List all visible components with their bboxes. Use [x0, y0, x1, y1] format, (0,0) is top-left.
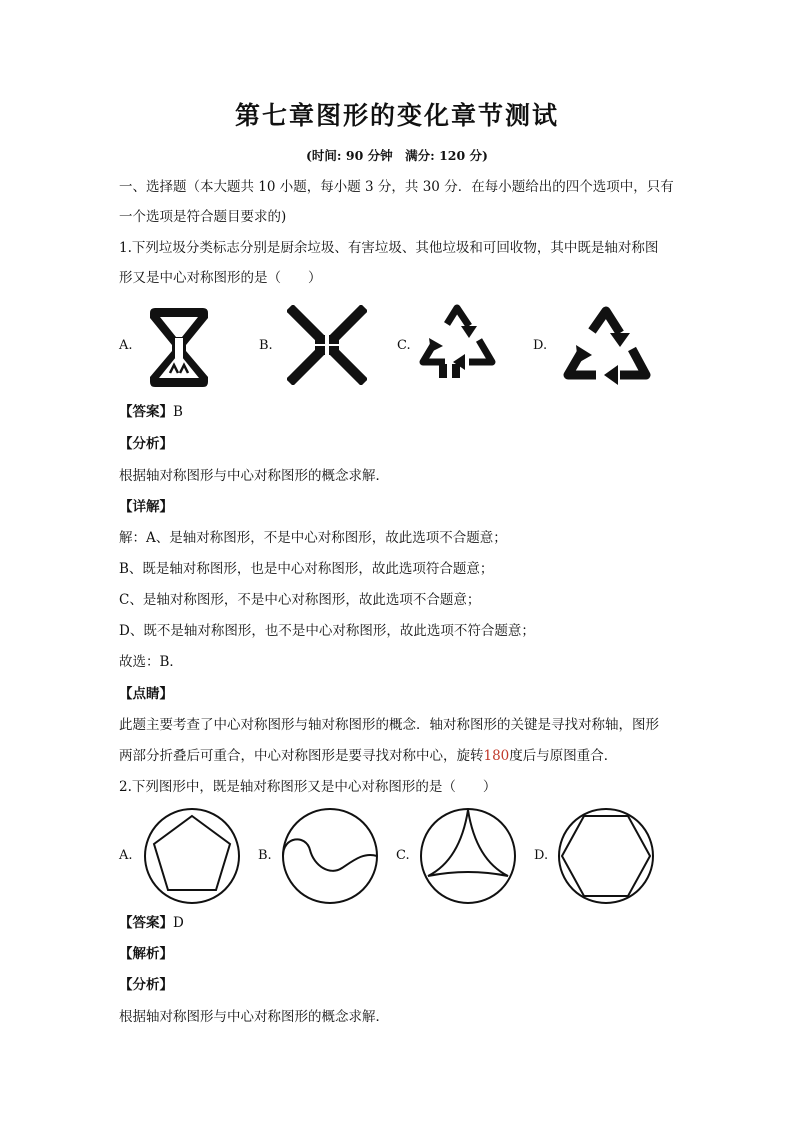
- answer-value: B: [173, 404, 183, 420]
- q2-option-a-label: A.: [119, 848, 133, 863]
- q2-solution-tag: 【解析】: [119, 946, 173, 962]
- q1-choice: 故选：B．: [119, 654, 183, 670]
- section-heading-line-2: 一个选项是符合题目要求的): [119, 209, 287, 225]
- answer-tag: 【答案】: [119, 915, 173, 931]
- reuleaux-triangle-icon: [418, 806, 518, 906]
- rotation-degree: 180: [483, 748, 510, 764]
- q2-options: [119, 804, 679, 904]
- q1-comment-line-2: [119, 746, 617, 766]
- q1-detail-tag: 【详解】: [119, 499, 173, 515]
- q2-answer: [119, 913, 184, 933]
- q2-option-b-label: B.: [258, 848, 272, 863]
- comment-text-end: 度后与原图重合．: [509, 748, 618, 764]
- q1-text-line-2: 形又是中心对称图形的是（ ）: [119, 270, 322, 286]
- q1-option-b-label: B.: [259, 338, 273, 353]
- hourglass-recycle-icon: [144, 305, 214, 390]
- q1-detail-b: B、既是轴对称图形，也是中心对称图形，故此选项符合题意；: [119, 561, 494, 577]
- q1-options: [119, 300, 679, 400]
- q1-analysis-tag: 【分析】: [119, 436, 173, 452]
- q2-text: 2.下列图形中，既是轴对称图形又是中心对称图形的是（ ）: [119, 779, 497, 795]
- q1-detail-a: 解：A、是轴对称图形，不是中心对称图形，故此选项不合题意；: [119, 530, 507, 546]
- answer-value: D: [173, 915, 184, 931]
- comment-text: 两部分折叠后可重合，中心对称图形是要寻找对称中心，旋转: [119, 748, 484, 764]
- q2-analysis: 根据轴对称图形与中心对称图形的概念求解．: [119, 1009, 389, 1025]
- hexagon-in-circle-icon: [556, 806, 656, 906]
- page-title: 第七章图形的变化章节测试: [234, 101, 559, 130]
- triangle-arrows-icon: [417, 302, 497, 387]
- pentagon-in-circle-icon: [142, 806, 242, 906]
- q1-answer: [119, 402, 183, 422]
- q1-detail-d: D、既不是轴对称图形，也不是中心对称图形，故此选项不符合题意；: [119, 623, 535, 639]
- q1-analysis: 根据轴对称图形与中心对称图形的概念求解．: [119, 468, 389, 484]
- recycle-triangle-icon: [562, 305, 652, 387]
- cross-hazard-icon: [287, 305, 367, 385]
- q1-option-d-label: D.: [533, 338, 548, 353]
- section-heading-line-1: 一、选择题（本大题共 10 小题，每小题 3 分，共 30 分．在每小题给出的四个选项中，只有: [119, 179, 674, 195]
- q2-option-d-label: D.: [534, 848, 549, 863]
- q1-detail-c: C、是轴对称图形，不是中心对称图形，故此选项不合题意；: [119, 592, 481, 608]
- q1-comment-tag: 【点睛】: [119, 686, 173, 702]
- q1-option-c-label: C.: [397, 338, 411, 353]
- q2-analysis-tag: 【分析】: [119, 977, 173, 993]
- exam-meta: (时间: 90 分钟 满分: 120 分): [306, 148, 488, 163]
- q2-option-c-label: C.: [396, 848, 410, 863]
- answer-tag: 【答案】: [119, 404, 173, 420]
- q1-comment-line-1: 此题主要考查了中心对称图形与轴对称图形的概念．轴对称图形的关键是寻找对称轴，图形: [119, 717, 659, 733]
- q1-text-line-1: 1.下列垃圾分类标志分别是厨余垃圾、有害垃圾、其他垃圾和可回收物，其中既是轴对称图: [119, 240, 659, 256]
- yin-yang-curve-icon: [280, 806, 380, 906]
- q1-option-a-label: A.: [119, 338, 133, 353]
